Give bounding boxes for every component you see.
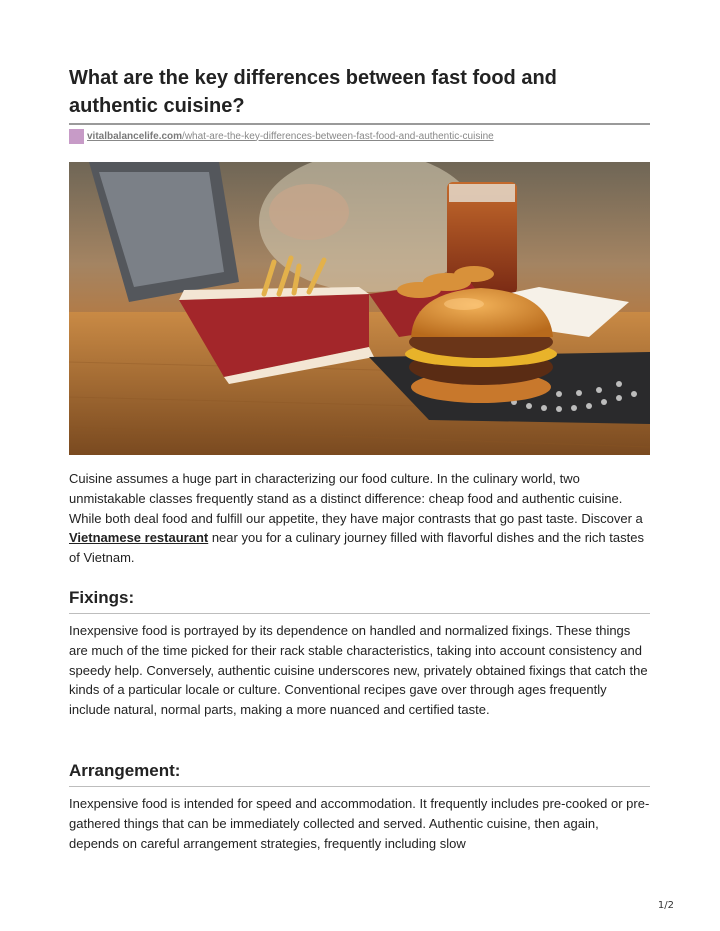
source-path: /what-are-the-key-differences-between-fast-food-and-authentic-cuisine (182, 130, 494, 142)
section-body-arrangement: Inexpensive food is intended for speed and accommodation. It frequently includes pre-cooked or pre-gathered things that can be immediately collected and served. Authentic cuisine, then again, depends on careful arrangement strategies, frequently including slow (69, 796, 650, 851)
source-domain: vitalbalancelife.com (87, 130, 183, 142)
hero-image-burger-and-fries (69, 162, 650, 455)
section-body-fixings: Inexpensive food is portrayed by its dependence on handled and normalized fixings. These things are much of the time picked for their rack stable characteristics, taking into account consistency and speedy help. Conversely, authentic cuisine underscores new, privately obtained fixings that catch the kinds of a particular locale or culture. Conventional recipes gave over through ages frequently include natural, normal parts, making a more nuanced and certified taste. (69, 623, 648, 718)
title-divider (69, 123, 650, 125)
page-indicator: 1/2 (657, 900, 674, 911)
section-heading-fixings: Fixings: (69, 588, 135, 607)
intro-paragraph (69, 469, 650, 568)
section-divider-fixings (69, 613, 650, 614)
section-heading-arrangement: Arrangement: (69, 761, 181, 780)
article-title: What are the key differences between fast food and authentic cuisine? (69, 67, 557, 117)
section-divider-arrangement (69, 786, 650, 787)
intro-text-end: near you for a culinary journey filled with flavorful dishes and the rich tastes of Vietnam. (69, 530, 644, 566)
intro-text-start: Cuisine assumes a huge part in characterizing our food culture. In the culinary world, two unmistakable classes frequently stand as a distinct difference: cheap food and authentic cuisine. While both deal food and fulfill our appetite, they have major contrasts that go past taste. Discover a (69, 471, 643, 526)
source-url-link[interactable] (87, 131, 494, 142)
vietnamese-restaurant-link[interactable]: Vietnamese restaurant (69, 530, 209, 546)
site-favicon-icon (69, 129, 84, 144)
source-line (69, 128, 494, 144)
